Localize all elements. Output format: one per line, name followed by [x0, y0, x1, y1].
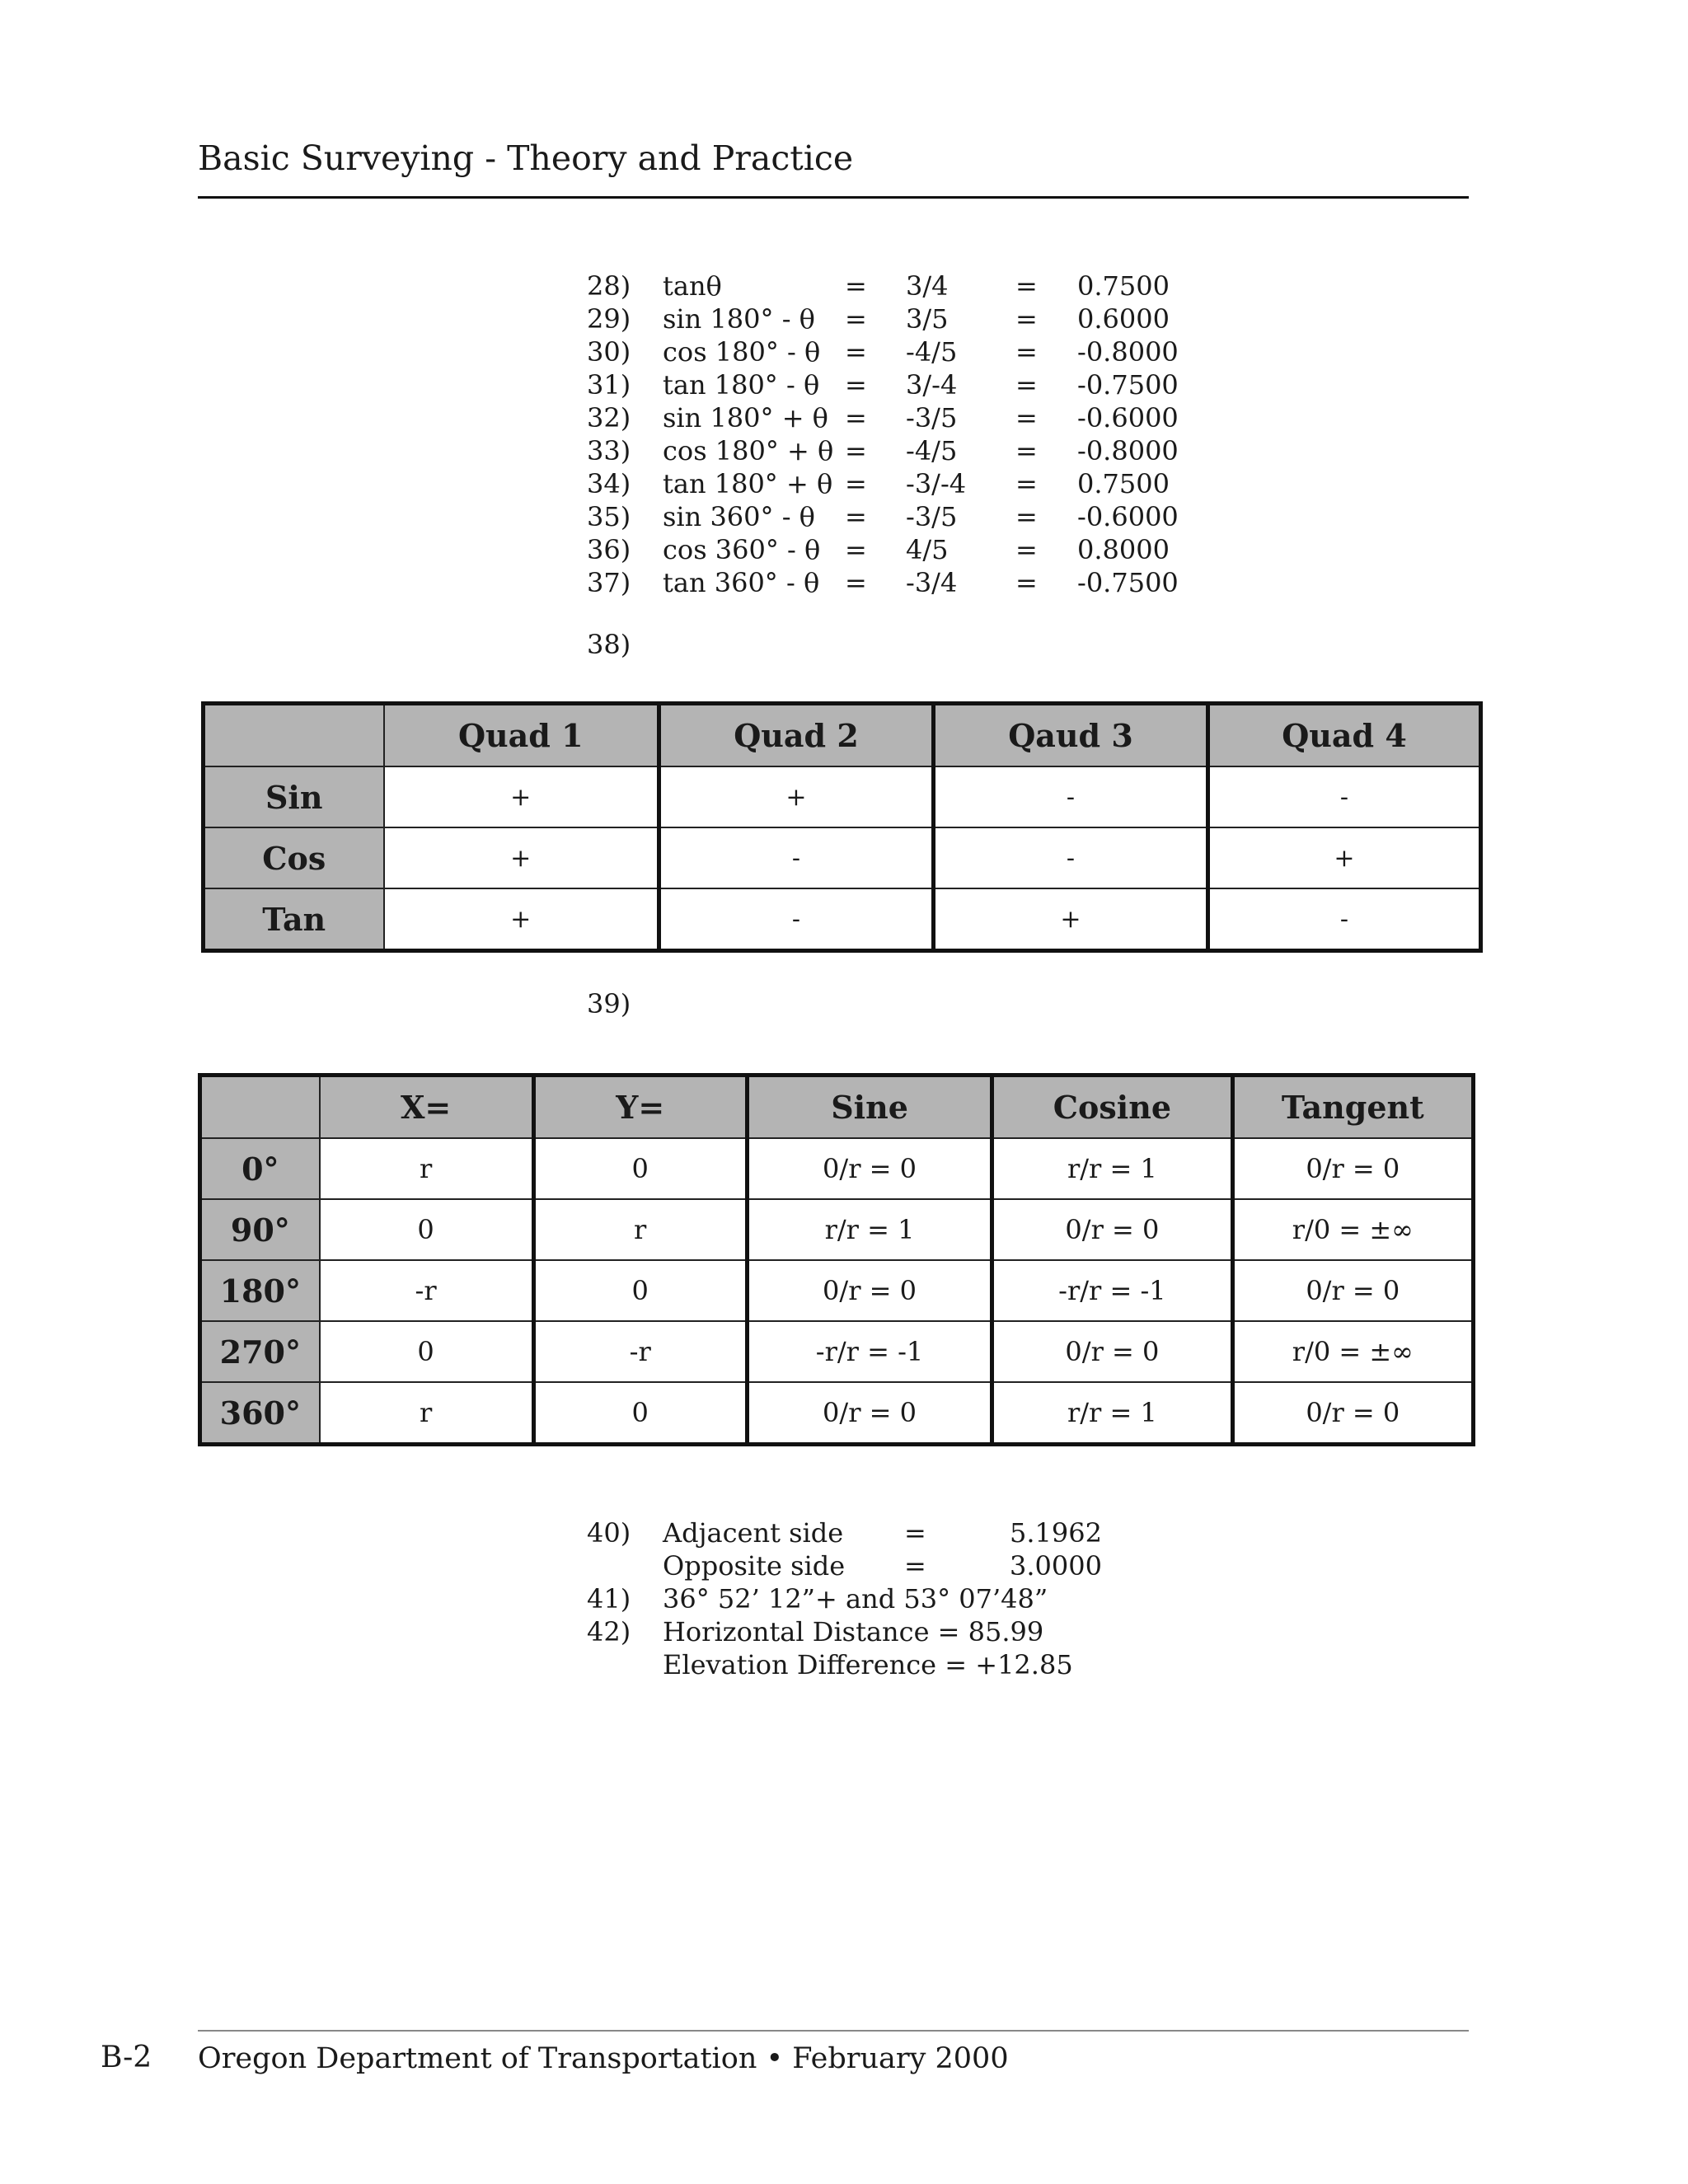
table-cell: - [659, 827, 934, 888]
equation-value: 0.7500 [1077, 468, 1170, 499]
equation-value: 0.7500 [1077, 270, 1170, 302]
row-header-cell: 180° [200, 1260, 320, 1321]
equation-value: 0.6000 [1077, 303, 1170, 335]
equation-fraction: 4/5 [906, 534, 949, 565]
equation-expression: cos 360° - θ [663, 534, 821, 565]
equation-fraction: -3/-4 [906, 468, 967, 499]
equation-value: -0.8000 [1077, 336, 1179, 368]
equals-sign: = [1015, 270, 1038, 302]
answer-text: 36° 52’ 12”+ and 53° 07’48” [663, 1583, 1048, 1615]
equals-sign: = [845, 402, 867, 434]
equals-sign: = [904, 1550, 926, 1582]
table-row [204, 888, 1481, 951]
equation-fraction: -3/5 [906, 501, 958, 532]
table-cell: r/r = 1 [992, 1138, 1232, 1199]
table-cell: r [320, 1382, 533, 1445]
table-row [200, 1382, 1474, 1445]
question-number: 41) [587, 1583, 631, 1615]
equation-value: -0.6000 [1077, 402, 1179, 434]
equals-sign: = [845, 501, 867, 532]
opposite-side-label: Opposite side [663, 1550, 846, 1582]
table-cell: 0 [533, 1260, 747, 1321]
table-cell: r/r = 1 [992, 1382, 1232, 1445]
equals-sign: = [1015, 435, 1038, 466]
equals-sign: = [845, 369, 867, 401]
row-header-cell: Tan [204, 888, 384, 951]
equals-sign: = [845, 303, 867, 335]
footer-text: Oregon Department of Transportation • February 2000 [198, 2042, 1009, 2075]
row-header-cell: 90° [200, 1199, 320, 1260]
equation-value: -0.8000 [1077, 435, 1179, 466]
equation-number: 37) [587, 567, 631, 598]
equation-number: 36) [587, 534, 631, 565]
table-header-cell [200, 1076, 320, 1139]
table-cell: 0/r = 0 [992, 1321, 1232, 1382]
equals-sign: = [1015, 534, 1038, 565]
adjacent-side-value: 5.1962 [1010, 1517, 1102, 1549]
equation-fraction: 3/-4 [906, 369, 958, 401]
table-cell: - [659, 888, 934, 951]
equation-fraction: -4/5 [906, 435, 958, 466]
table-cell: 0/r = 0 [992, 1199, 1232, 1260]
equals-sign: = [845, 567, 867, 598]
table-cell: + [1208, 827, 1481, 888]
equals-sign: = [1015, 468, 1038, 499]
equation-number: 32) [587, 402, 631, 434]
table-cell: 0/r = 0 [1232, 1138, 1473, 1199]
table-header-cell: Quad 4 [1208, 704, 1481, 767]
table-cell: 0/r = 0 [747, 1260, 992, 1321]
table-header-row [204, 704, 1481, 767]
table-cell: - [934, 766, 1208, 827]
table-header-cell [204, 704, 384, 767]
equation-value: -0.6000 [1077, 501, 1179, 532]
table-row [200, 1138, 1474, 1199]
equals-sign: = [1015, 567, 1038, 598]
equation-expression: tanθ [663, 270, 722, 302]
table-cell: r/0 = ±∞ [1232, 1321, 1473, 1382]
page-header-title: Basic Surveying - Theory and Practice [198, 138, 854, 178]
equation-expression: sin 180° - θ [663, 303, 815, 335]
equals-sign: = [1015, 402, 1038, 434]
table-cell: - [1208, 888, 1481, 951]
table-cell: r/0 = ±∞ [1232, 1199, 1473, 1260]
adjacent-side-label: Adjacent side [663, 1517, 844, 1549]
equals-sign: = [845, 468, 867, 499]
table-cell: 0/r = 0 [1232, 1382, 1473, 1445]
header-rule [198, 196, 1469, 199]
table-cell: - [1208, 766, 1481, 827]
equation-expression: tan 360° - θ [663, 567, 820, 598]
footer-rule [198, 2030, 1469, 2032]
table-cell: r [320, 1138, 533, 1199]
equation-expression: cos 180° + θ [663, 435, 834, 466]
row-header-cell: 270° [200, 1321, 320, 1382]
row-header-cell: 360° [200, 1382, 320, 1445]
table-header-cell: Quad 1 [384, 704, 659, 767]
table-row [200, 1260, 1474, 1321]
table-cell: 0 [320, 1321, 533, 1382]
equation-number: 33) [587, 435, 631, 466]
table-cell: 0 [533, 1138, 747, 1199]
equals-sign: = [1015, 303, 1038, 335]
elevation-difference-text: Elevation Difference = +12.85 [663, 1649, 1073, 1680]
equals-sign: = [1015, 336, 1038, 368]
table-row [204, 827, 1481, 888]
angle-function-table [198, 1073, 1475, 1446]
table-header-cell: Y= [533, 1076, 747, 1139]
equation-number: 31) [587, 369, 631, 401]
equation-expression: tan 180° + θ [663, 468, 833, 499]
equation-number: 35) [587, 501, 631, 532]
row-header-cell: Cos [204, 827, 384, 888]
table-cell: + [934, 888, 1208, 951]
table-cell: r [533, 1199, 747, 1260]
table-cell: 0/r = 0 [747, 1382, 992, 1445]
equals-sign: = [1015, 369, 1038, 401]
table-header-cell: Qaud 3 [934, 704, 1208, 767]
table-cell: -r/r = -1 [747, 1321, 992, 1382]
table-cell: -r/r = -1 [992, 1260, 1232, 1321]
equals-sign: = [845, 534, 867, 565]
equals-sign: = [845, 336, 867, 368]
table-row [200, 1321, 1474, 1382]
table-header-cell: Sine [747, 1076, 992, 1139]
table-cell: + [659, 766, 934, 827]
equation-value: -0.7500 [1077, 369, 1179, 401]
question-number: 42) [587, 1616, 631, 1647]
table-header-cell: X= [320, 1076, 533, 1139]
table-cell: 0 [320, 1199, 533, 1260]
page-number: B-2 [101, 2041, 152, 2074]
row-header-cell: Sin [204, 766, 384, 827]
row-header-cell: 0° [200, 1138, 320, 1199]
table-cell: r/r = 1 [747, 1199, 992, 1260]
equation-expression: sin 180° + θ [663, 402, 828, 434]
equation-number: 28) [587, 270, 631, 302]
equals-sign: = [845, 270, 867, 302]
equals-sign: = [1015, 501, 1038, 532]
question-38-label: 38) [587, 629, 631, 660]
table-cell: 0 [533, 1382, 747, 1445]
table-row [200, 1199, 1474, 1260]
question-number: 40) [587, 1517, 631, 1549]
equation-value: 0.8000 [1077, 534, 1170, 565]
equals-sign: = [845, 435, 867, 466]
equation-expression: cos 180° - θ [663, 336, 821, 368]
table-cell: + [384, 888, 659, 951]
table-cell: 0/r = 0 [747, 1138, 992, 1199]
equation-expression: sin 360° - θ [663, 501, 815, 532]
question-39-label: 39) [587, 988, 631, 1019]
equals-sign: = [904, 1517, 926, 1549]
opposite-side-value: 3.0000 [1010, 1550, 1102, 1582]
equation-value: -0.7500 [1077, 567, 1179, 598]
equation-number: 30) [587, 336, 631, 368]
equation-fraction: -3/4 [906, 567, 958, 598]
equation-expression: tan 180° - θ [663, 369, 820, 401]
equation-number: 34) [587, 468, 631, 499]
table-header-cell: Tangent [1232, 1076, 1473, 1139]
table-header-cell: Cosine [992, 1076, 1232, 1139]
equation-number: 29) [587, 303, 631, 335]
quadrant-sign-table [201, 701, 1483, 953]
equation-fraction: -3/5 [906, 402, 958, 434]
table-cell: 0/r = 0 [1232, 1260, 1473, 1321]
table-cell: + [384, 766, 659, 827]
equation-fraction: -4/5 [906, 336, 958, 368]
equation-fraction: 3/4 [906, 270, 949, 302]
horizontal-distance-text: Horizontal Distance = 85.99 [663, 1616, 1044, 1647]
table-row [204, 766, 1481, 827]
table-header-row [200, 1076, 1474, 1139]
equation-fraction: 3/5 [906, 303, 949, 335]
table-cell: -r [533, 1321, 747, 1382]
table-header-cell: Quad 2 [659, 704, 934, 767]
table-cell: + [384, 827, 659, 888]
table-cell: -r [320, 1260, 533, 1321]
table-cell: - [934, 827, 1208, 888]
